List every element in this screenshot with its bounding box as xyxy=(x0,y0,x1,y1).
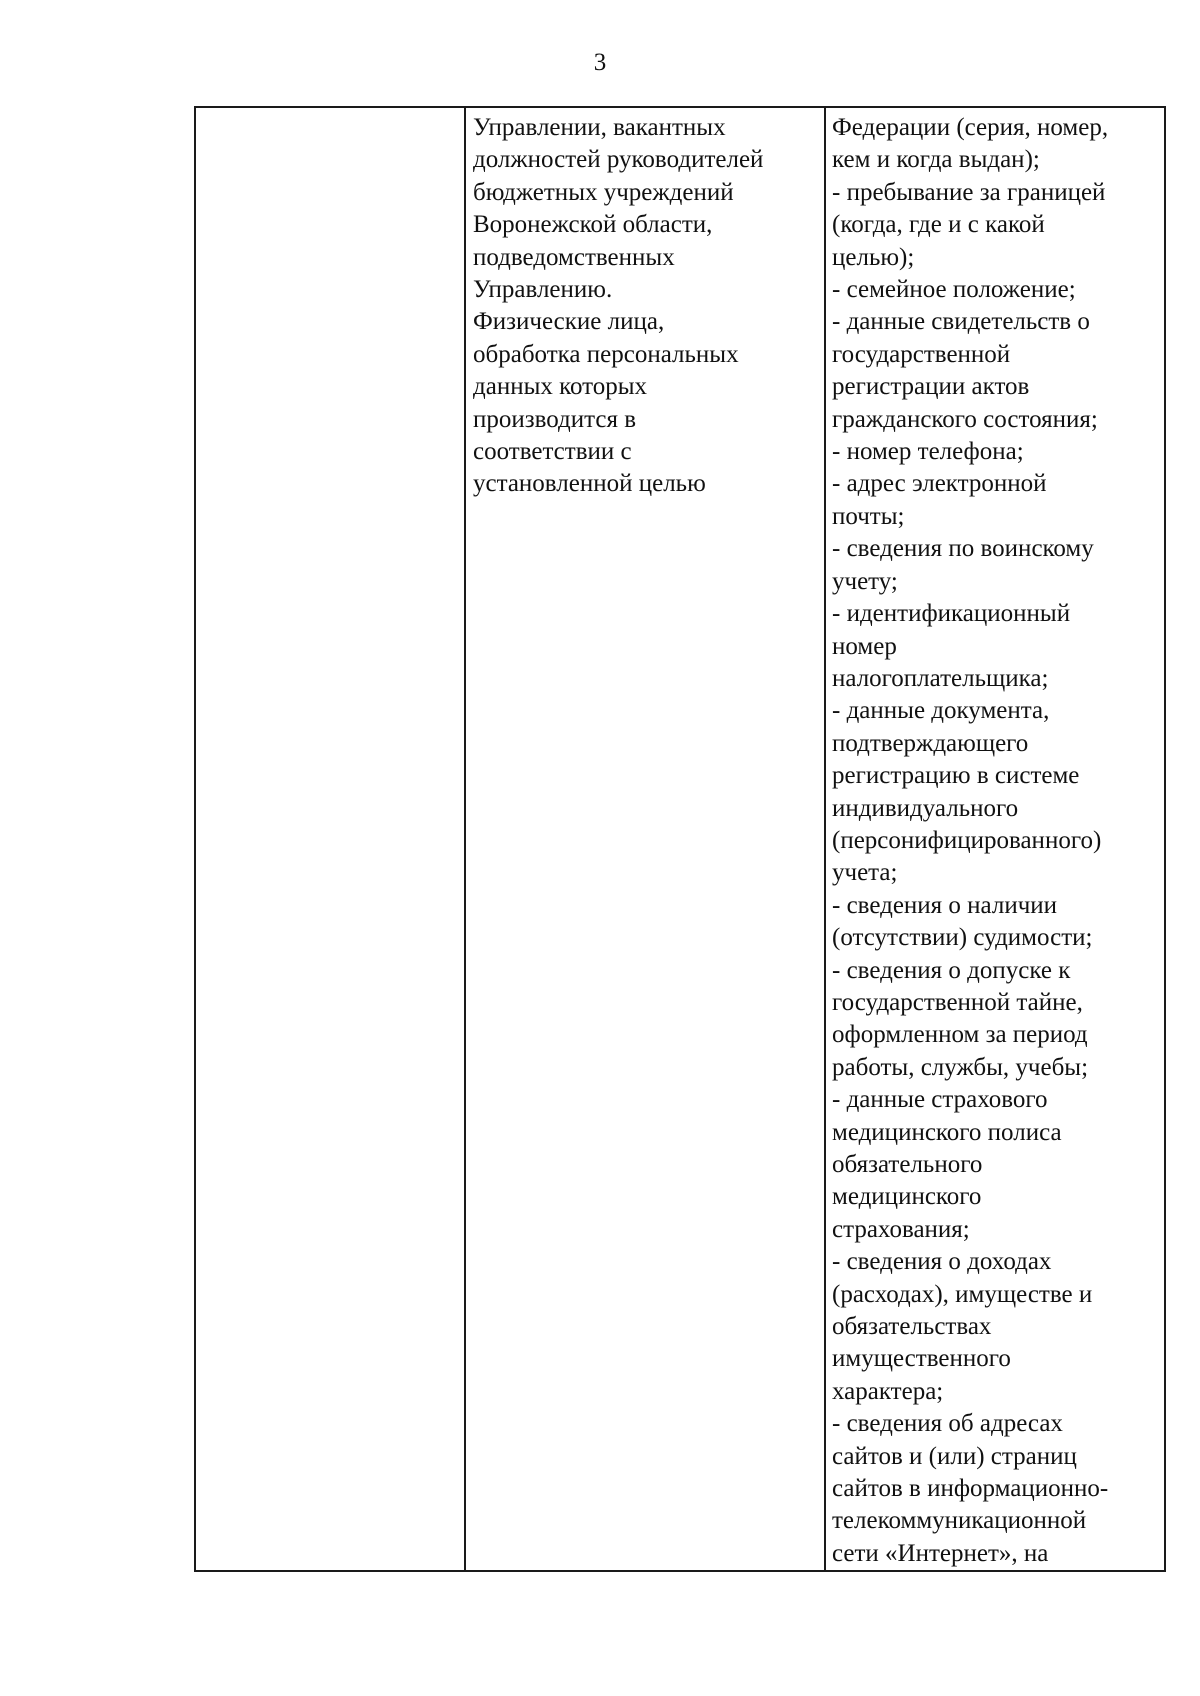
text-line: Управлению. xyxy=(473,276,613,304)
text-line: государственной xyxy=(832,340,1011,368)
text-line: оформленном за период xyxy=(832,1021,1088,1049)
text-line: регистрацию в системе xyxy=(832,762,1080,790)
text-line: - данные документа, xyxy=(832,697,1050,725)
text-line: - идентификационный xyxy=(832,600,1071,628)
cell-text xyxy=(826,108,1164,1570)
text-line: (когда, где и с какой xyxy=(832,211,1045,239)
text-line: регистрации актов xyxy=(832,373,1030,401)
text-line: работы, службы, учебы; xyxy=(832,1053,1089,1081)
table-cell-data-list xyxy=(825,107,1165,1571)
text-line: гражданского состояния; xyxy=(832,405,1098,433)
text-line: должностей руководителей xyxy=(473,146,764,174)
text-line: страхования; xyxy=(832,1215,970,1243)
text-line: - сведения о наличии xyxy=(832,891,1058,919)
text-line: - сведения о допуске к xyxy=(832,956,1071,984)
text-line: - адрес электронной xyxy=(832,470,1047,498)
text-line: данных которых xyxy=(473,373,648,401)
text-line: государственной тайне, xyxy=(832,988,1083,1016)
text-line: сети «Интернет», на xyxy=(832,1539,1049,1567)
text-line: - данные свидетельств о xyxy=(832,308,1090,336)
text-line: сайтов в информационно- xyxy=(832,1475,1109,1503)
text-line: производится в xyxy=(473,405,637,433)
text-line: - сведения об адресах xyxy=(832,1410,1063,1438)
text-line: телекоммуникационной xyxy=(832,1507,1087,1535)
text-line: Федерации (серия, номер, xyxy=(832,114,1109,141)
text-line: номер xyxy=(832,632,897,660)
text-line: Физические лица, xyxy=(473,308,665,336)
text-line: - сведения по воинскому xyxy=(832,535,1094,563)
table-row xyxy=(195,107,1165,1571)
text-line: Управлении, вакантных xyxy=(473,114,726,141)
text-line: установленной целью xyxy=(473,470,706,498)
text-line: Воронежской области, xyxy=(473,211,713,239)
cell-text xyxy=(466,108,824,501)
text-line: налогоплательщика; xyxy=(832,664,1049,692)
table-cell-category xyxy=(195,107,465,1571)
text-line: - сведения о доходах xyxy=(832,1248,1052,1276)
text-line: подтверждающего xyxy=(832,729,1029,757)
text-line: медицинского полиса xyxy=(832,1118,1062,1146)
text-line: кем и когда выдан); xyxy=(832,146,1040,174)
text-line: обязательствах xyxy=(832,1313,992,1341)
table-cell-subjects xyxy=(465,107,825,1571)
text-line: сайтов и (или) страниц xyxy=(832,1442,1077,1470)
text-line: - семейное положение; xyxy=(832,276,1076,304)
personal-data-table xyxy=(194,106,1166,1572)
text-line: почты; xyxy=(832,502,905,530)
text-line: подведомственных xyxy=(473,243,675,271)
text-line: учета; xyxy=(832,859,898,887)
text-line: (расходах), имуществе и xyxy=(832,1280,1093,1308)
text-line: - пребывание за границей xyxy=(832,178,1106,206)
text-line: имущественного xyxy=(832,1345,1011,1373)
text-line: обязательного xyxy=(832,1151,983,1178)
text-line: - номер телефона; xyxy=(832,438,1024,466)
text-line: учету; xyxy=(832,567,898,595)
text-line: характера; xyxy=(832,1377,944,1405)
text-line: - данные страхового xyxy=(832,1086,1048,1114)
text-line: бюджетных учреждений xyxy=(473,178,734,206)
text-line: целью); xyxy=(832,243,915,271)
text-line: (отсутствии) судимости; xyxy=(832,924,1093,952)
text-line: обработка персональных xyxy=(473,340,739,368)
page-number: 3 xyxy=(593,49,607,76)
text-line: соответствии с xyxy=(473,438,632,466)
text-line: медицинского xyxy=(832,1183,982,1211)
text-line: индивидуального xyxy=(832,794,1019,822)
text-line: (персонифицированного) xyxy=(832,826,1102,854)
